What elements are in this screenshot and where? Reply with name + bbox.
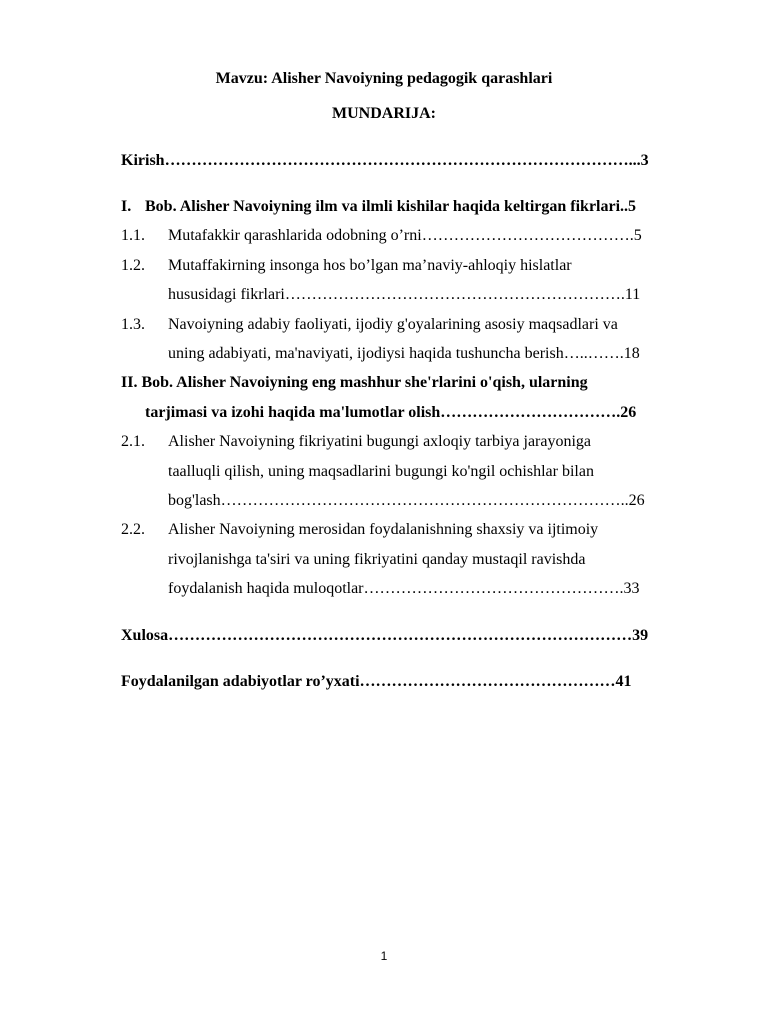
toc-entry-label: Xulosa……………………………………………………………………………39 (121, 627, 649, 644)
section-title: hususidagi fikrlari……………………………………………………….11 (168, 286, 641, 303)
page-number: 1 (380, 949, 388, 963)
section-number: 1.2. (121, 257, 145, 274)
section-number: 1.1. (121, 227, 145, 244)
section-title: Alisher Navoiyning fikriyatini bugungi axloqiy tarbiya jarayoniga (168, 433, 592, 450)
section-title: rivojlanishga ta'siri va uning fikriyatini qanday mustaqil ravishda (168, 551, 586, 568)
section-title: taalluqli qilish, uning maqsadlarini bugungi ko'ngil ochishlar bilan (168, 463, 594, 480)
chapter-title: II. Bob. Alisher Navoiyning eng mashhur she'rlarini o'qish, ularning (121, 374, 588, 391)
section-number: 1.3. (121, 316, 145, 333)
document-title: Mavzu: Alisher Navoiyning pedagogik qarashlari (215, 70, 553, 87)
section-number: 2.1. (121, 433, 145, 450)
section-title: uning adabiyati, ma'naviyati, ijodiysi haqida tushuncha berish…..…….18 (168, 345, 640, 362)
section-title: Mutafakkir qarashlarida odobning o’rni………………………………….5 (168, 227, 642, 244)
section-title: Mutaffakirning insonga hos bo’lgan ma’naviy-ahloqiy hislatlar (168, 257, 572, 274)
section-title: Navoiyning adabiy faoliyati, ijodiy g'oyalarining asosiy maqsadlari va (168, 316, 618, 333)
toc-heading: MUNDARIJA: (332, 105, 436, 122)
chapter-title: Bob. Alisher Navoiyning ilm va ilmli kishilar haqida keltirgan fikrlari..5 (145, 198, 637, 215)
section-title: bog'lash…………………………………………………………………..26 (168, 492, 645, 509)
section-title: Alisher Navoiyning merosidan foydalanishning shaxsiy va ijtimoiy (168, 521, 599, 538)
section-title: foydalanish haqida muloqotlar………………………………………….33 (168, 580, 640, 597)
chapter-title: tarjimasi va izohi haqida ma'lumotlar olish…………………………….26 (145, 404, 637, 421)
toc-entry-label: Kirish……………………………………………………………………………...3 (121, 152, 649, 169)
toc-entry-label: Foydalanilgan adabiyotlar ro’yxati…………………………………………41 (121, 673, 632, 690)
chapter-number: I. (121, 198, 132, 215)
section-number: 2.2. (121, 521, 145, 538)
